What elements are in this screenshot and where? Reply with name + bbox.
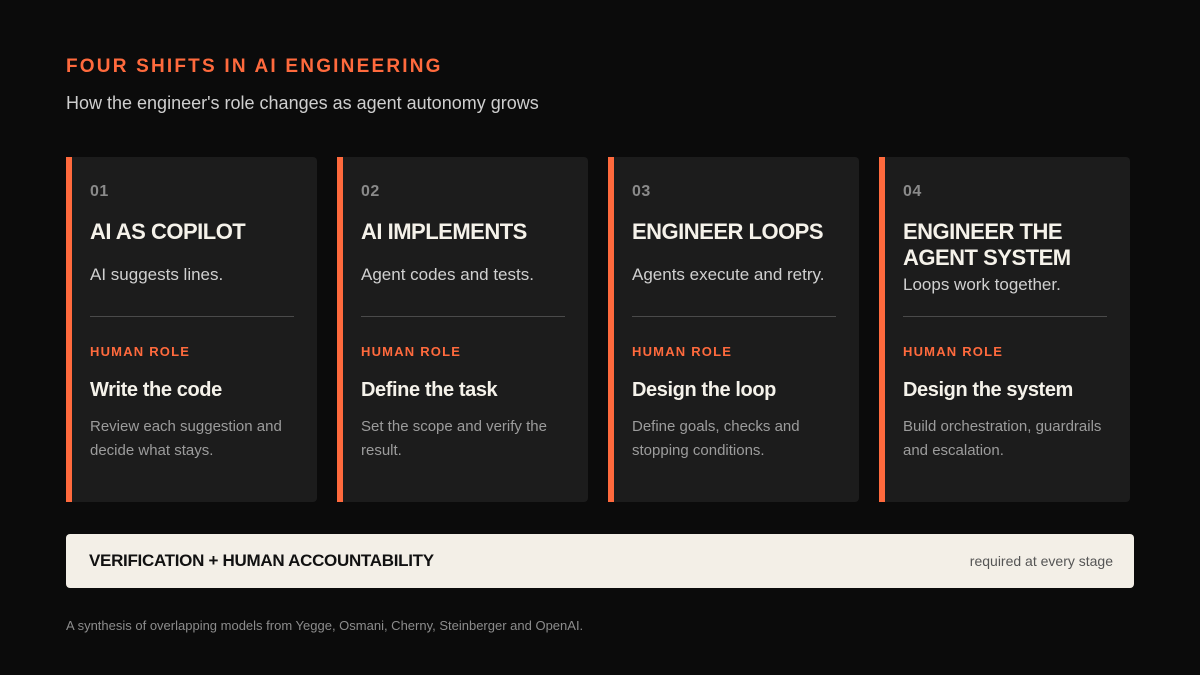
human-role-title: Define the task bbox=[361, 379, 498, 401]
stage-description: AI suggests lines. bbox=[90, 265, 224, 284]
human-role-label: HUMAN ROLE bbox=[903, 344, 1004, 359]
human-role-label: HUMAN ROLE bbox=[632, 344, 733, 359]
stage-title: AI IMPLEMENTS bbox=[361, 219, 527, 244]
banner-title: VERIFICATION + HUMAN ACCOUNTABILITY bbox=[89, 551, 434, 570]
human-role-title: Design the loop bbox=[632, 379, 777, 401]
human-role-label: HUMAN ROLE bbox=[90, 344, 191, 359]
stage-description: Agents execute and retry. bbox=[632, 265, 825, 284]
stage-card-2 bbox=[337, 157, 588, 502]
source-footnote: A synthesis of overlapping models from Yegge, Osmani, Cherny, Steinberger and OpenAI. bbox=[66, 618, 584, 633]
stage-title: ENGINEER LOOPS bbox=[632, 219, 824, 244]
stage-number: 02 bbox=[361, 183, 380, 200]
human-role-description: Build orchestration, guardrails and escalation. bbox=[903, 418, 1102, 459]
page-subtitle: How the engineer's role changes as agent autonomy grows bbox=[66, 93, 539, 113]
stage-description: Loops work together. bbox=[903, 275, 1061, 294]
card-divider bbox=[903, 316, 1107, 317]
stage-card-3 bbox=[608, 157, 859, 502]
stage-card-4 bbox=[879, 157, 1130, 502]
human-role-description: Define goals, checks and stopping conditions. bbox=[632, 418, 800, 459]
stage-title: AI AS COPILOT bbox=[90, 219, 246, 244]
card-divider bbox=[632, 316, 836, 317]
human-role-description: Set the scope and verify the result. bbox=[361, 418, 547, 459]
stage-number: 03 bbox=[632, 183, 651, 200]
page-title: FOUR SHIFTS IN AI ENGINEERING bbox=[66, 56, 443, 77]
human-role-title: Design the system bbox=[903, 379, 1073, 401]
stage-number: 04 bbox=[903, 183, 922, 200]
stage-number: 01 bbox=[90, 183, 109, 200]
banner-note: required at every stage bbox=[969, 553, 1113, 569]
stage-description: Agent codes and tests. bbox=[361, 265, 534, 284]
card-divider bbox=[361, 316, 565, 317]
verification-banner bbox=[66, 534, 1134, 588]
human-role-label: HUMAN ROLE bbox=[361, 344, 462, 359]
human-role-title: Write the code bbox=[90, 379, 222, 401]
card-divider bbox=[90, 316, 294, 317]
human-role-description: Review each suggestion and decide what stays. bbox=[90, 418, 282, 459]
stage-card-1 bbox=[66, 157, 317, 502]
stage-cards bbox=[66, 157, 1130, 502]
stage-title: ENGINEER THE AGENT SYSTEM bbox=[903, 219, 1071, 270]
